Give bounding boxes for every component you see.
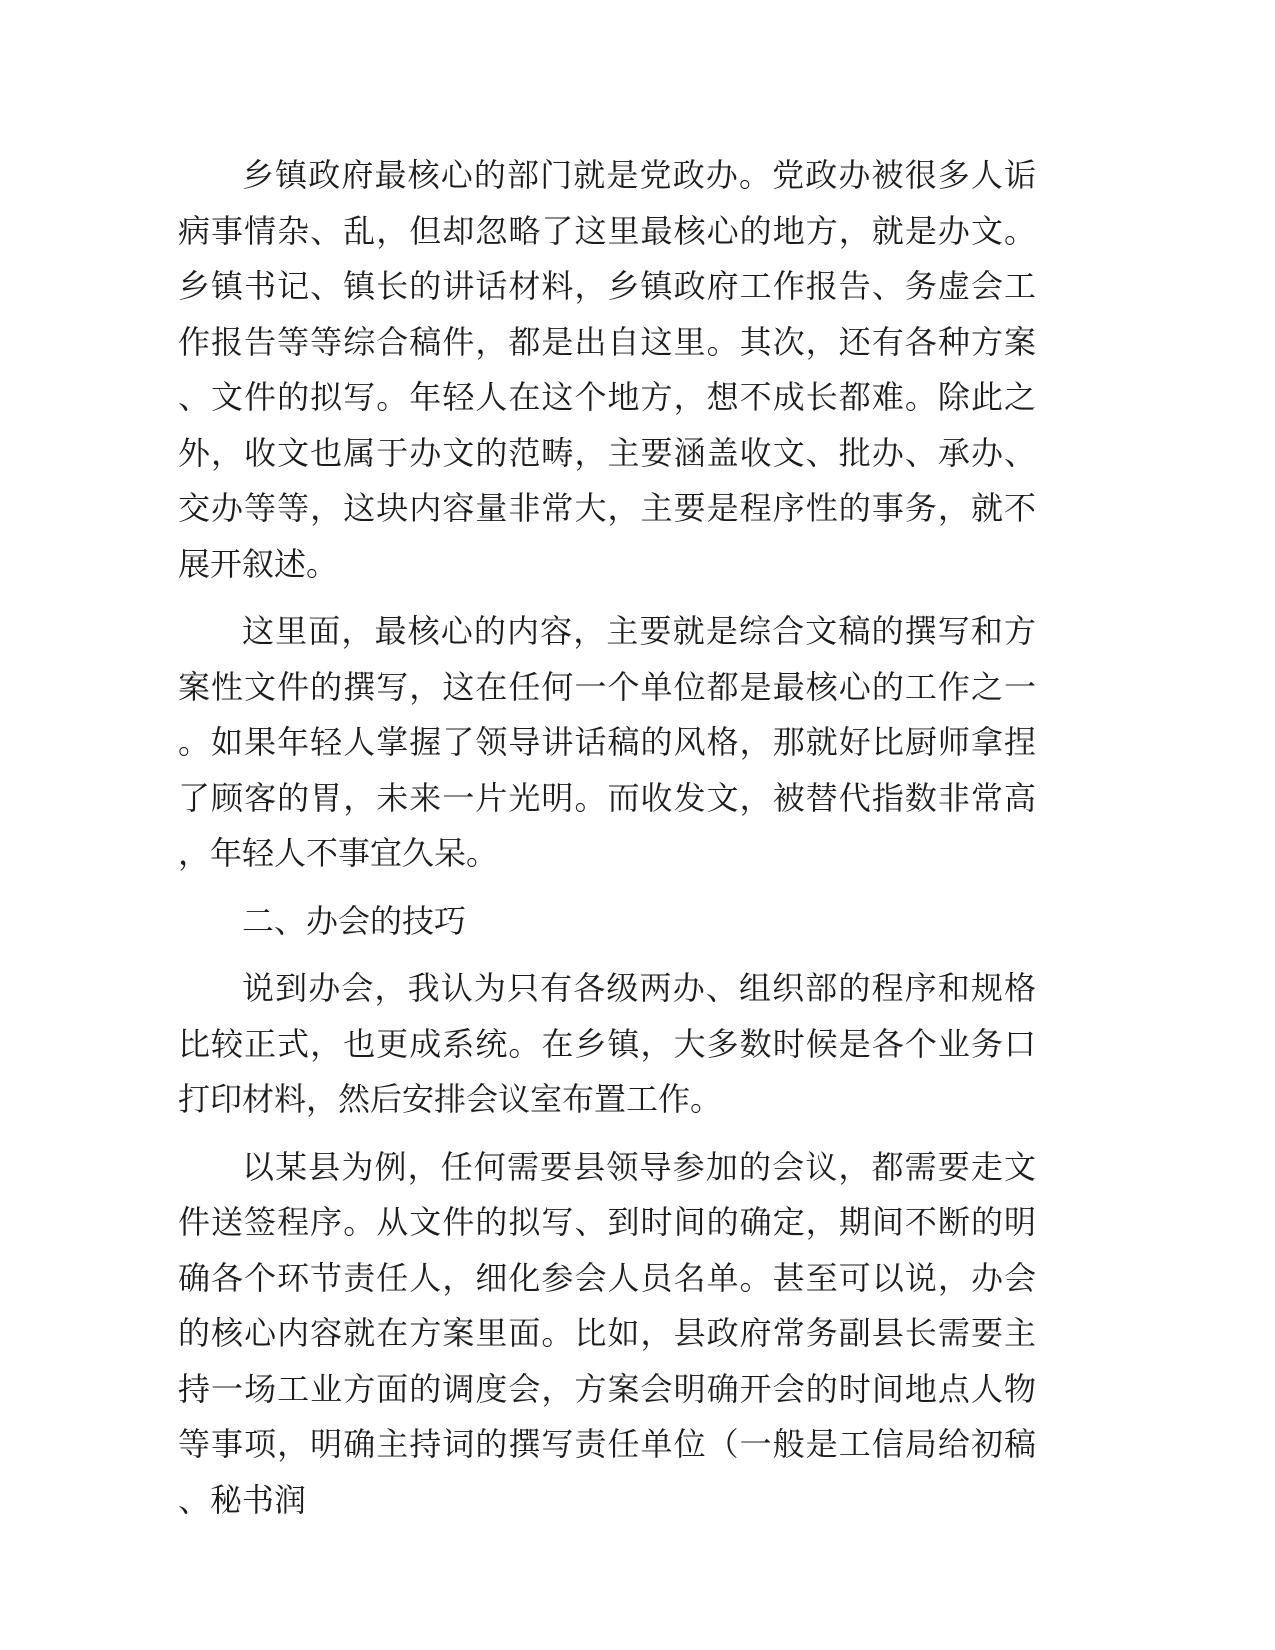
paragraph-3: 说到办会，我认为只有各级两办、组织部的程序和规格比较正式，也更成系统。在乡镇，大多数时候是各个业务口打印材料，然后安排会议室布置工作。 bbox=[178, 969, 1036, 1118]
document-body bbox=[178, 148, 1036, 1528]
section-heading: 二、办会的技巧 bbox=[242, 901, 467, 940]
paragraph-4: 以某县为例，任何需要县领导参加的会议，都需要走文件送签程序。从文件的拟写、到时间的确定，期间不断的明确各个环节责任人，细化参会人员名单。甚至可以说，办会的核心内容就在方案里面。比如，县政府常务副县长需要主持一场工业方面的调度会，方案会明确开会的时间地点人物等事项，明确主持词的撰写责任单位（一般是工信局给初稿、秘书润 bbox=[178, 1147, 1036, 1519]
paragraph-1: 乡镇政府最核心的部门就是党政办。党政办被很多人诟病事情杂、乱，但却忽略了这里最核心的地方，就是办文。乡镇书记、镇长的讲话材料，乡镇政府工作报告、务虚会工作报告等等综合稿件，都是出自这里。其次，还有各种方案、文件的拟写。年轻人在这个地方，想不成长都难。除此之外，收文也属于办文的范畴，主要涵盖收文、批办、承办、交办等等，这块内容量非常大，主要是程序性的事务，就不展开叙述。 bbox=[178, 156, 1036, 583]
paragraph-2: 这里面，最核心的内容，主要就是综合文稿的撰写和方案性文件的撰写，这在任何一个单位都是最核心的工作之一。如果年轻人掌握了领导讲话稿的风格，那就好比厨师拿捏了顾客的胃，未来一片光明。而收发文，被替代指数非常高，年轻人不事宜久呆。 bbox=[178, 612, 1036, 872]
